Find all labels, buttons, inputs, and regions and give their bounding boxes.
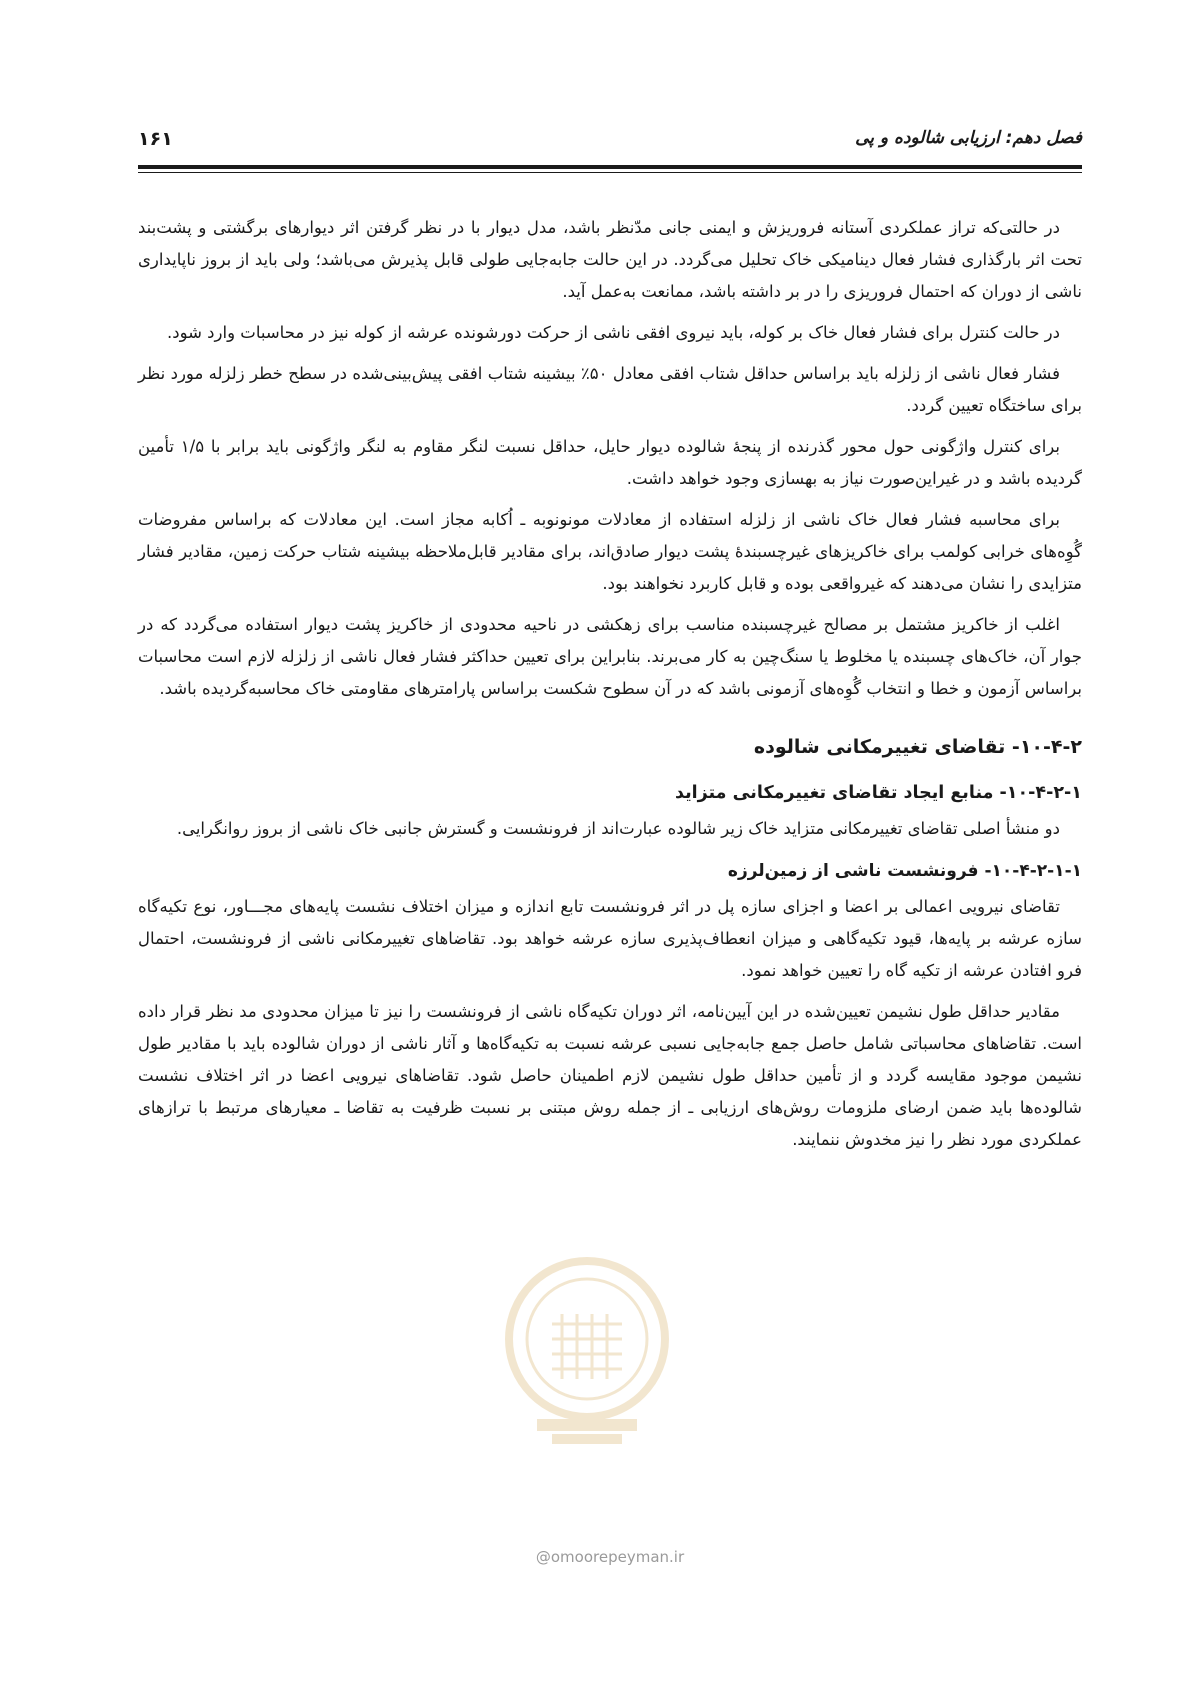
paragraph: تقاضای نیرویی اعمالی بر اعضا و اجزای سازه پل در اثر فرونشست تابع اندازه و میزان اختلاف نشست پایه‌های مجـــاور، نوع تکیه‌گاه سازه عرشه بر پایه‌ها، قیود تکیه‌گاهی و میزان انعطاف‌پذیری سازه عرشه خواهد بود. تقاضاهای تغییرمکانی ناشی از فرونشست، احتمال فرو افتادن عرشه از تکیه گاه را تعیین خواهد نمود.: [138, 897, 1082, 980]
paragraph: فشار فعال ناشی از زلزله باید براساس حداقل شتاب افقی معادل ۵۰٪ بیشینه شتاب افقی پیش‌بینی‌شده در سطح خطر زلزله مورد نظر برای ساختگاه تعیین گردد.: [138, 364, 1082, 415]
page-header: [138, 128, 1082, 164]
subsection-heading: ۱۰-۴-۲-۱- منابع ایجاد تقاضای تغییرمکانی متزاید: [674, 783, 1082, 803]
subsubsection-heading: ۱۰-۴-۲-۱-۱- فرونشست ناشی از زمین‌لرزه: [727, 861, 1082, 881]
paragraph: در حالتی‌که تراز عملکردی آستانه فروریزش و ایمنی جانی مدّنظر باشد، مدل دیوار با در نظر گرفتن اثر دیوارهای برگشتی و پشت‌بند تحت اثر بارگذاری فشار فعال دینامیکی خاک تحلیل می‌گردد. در این حالت جابه‌جایی طولی قابل پذیرش می‌باشد؛ ولی باید از بروز ناپایداری ناشی از دوران که احتمال فروریزی را در بر داشته باشد، ممانعت به‌عمل آید.: [138, 218, 1082, 301]
paragraph: اغلب از خاکریز مشتمل بر مصالح غیرچسبنده مناسب برای زهکشی در ناحیه محدودی از خاکریز پشت دیوار استفاده می‌گردد که در جوار آن، خاک‌های چسبنده یا مخلوط یا سنگ‌چین به کار می‌برند. بنابراین برای تعیین حداکثر فشار فعال ناشی از زلزله لازم است محاسبات براساس آزمون و خطا و انتخاب گُوِه‌های آزمونی باشد که در آن سطوح شکست براساس پارامترهای مقاومتی خاک محاسبه‌گردیده باشد.: [138, 615, 1082, 698]
header-rule-thin: [138, 172, 1082, 173]
paragraph: مقادیر حداقل طول نشیمن تعیین‌شده در این آیین‌نامه، اثر دوران تکیه‌گاه ناشی از فرونشست را نیز تا میزان محدودی مد نظر قرار داده است. تقاضاهای محاسباتی شامل حاصل جمع جابه‌جایی نسبی عرشه نسبت به تکیه‌گاه‌ها و آثار ناشی از دوران شالوده باید با مقادیر طول نشیمن موجود مقایسه گردد و از تأمین حداقل طول نشیمن لازم اطمینان حاصل شود. تقاضاهای نیرویی اعضا در اثر اختلاف نشست شالوده‌ها باید ضمن ارضای ملزومات روش‌های ارزیابی ـ از جمله روش مبتنی بر نسبت ظرفیت به تقاضا ـ معیارهای مرتبط با ترازهای عملکردی مورد نظر را نیز مخدوش ننمایند.: [138, 1002, 1082, 1149]
page-number: ۱۶۱: [138, 128, 173, 150]
watermark-url: @omoorepeyman.ir: [535, 1548, 685, 1566]
paragraph: دو منشأ اصلی تقاضای تغییرمکانی متزاید خاک زیر شالوده عبارت‌اند از فرونشست و گسترش جانبی خاک ناشی از بروز روانگرایی.: [176, 819, 1060, 838]
chapter-title: فصل دهم: ارزیابی شالوده و پی: [855, 128, 1082, 148]
section-heading: ۱۰-۴-۲- تقاضای تغییرمکانی شالوده: [753, 736, 1082, 758]
paragraph: برای کنترل واژگونی حول محور گذرنده از پنجهٔ شالوده دیوار حایل، حداقل نسبت لنگر مقاوم به لنگر واژگونی باید برابر با ۱/۵ تأمین گردیده باشد و در غیراین‌صورت نیاز به بهسازی وجود خواهد داشت.: [138, 437, 1082, 488]
paragraph: در حالت کنترل برای فشار فعال خاک بر کوله، باید نیروی افقی ناشی از حرکت دورشونده عرشه از کوله نیز در محاسبات وارد شود.: [167, 323, 1060, 342]
page-body: [138, 212, 1082, 1165]
watermark-logo-icon: [482, 1244, 692, 1474]
paragraph: برای محاسبه فشار فعال خاک ناشی از زلزله استفاده از معادلات مونونوبه ـ اُکابه مجاز است. این معادلات که براساس مفروضات گُوِه‌های خرابی کولمب برای خاکریزهای غیرچسبندهٔ پشت دیوار صادق‌اند، برای مقادیر قابل‌ملاحظه بیشینه شتاب حرکت زمین، مقادیر فشار متزایدی را نشان می‌دهند که غیرواقعی بوده و قابل کاربرد نخواهند بود.: [138, 510, 1082, 593]
header-rule-thick: [138, 165, 1082, 169]
